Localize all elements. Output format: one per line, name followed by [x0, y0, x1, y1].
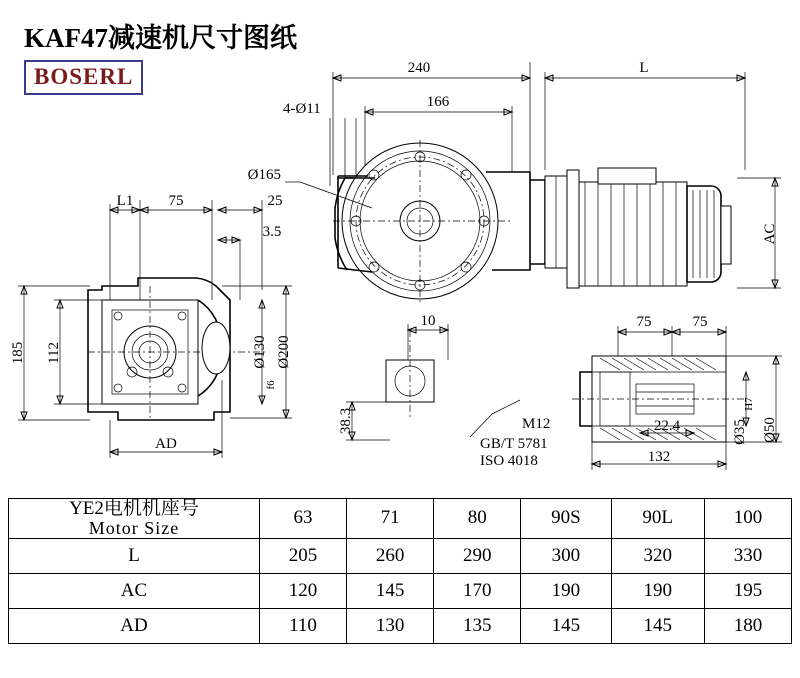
- table-header-row: [9, 499, 792, 539]
- dim-dia130: Ø130: [252, 335, 268, 369]
- table-row: [9, 538, 792, 573]
- dim-75-a: 75: [636, 314, 652, 330]
- cell-L-100: 330: [704, 538, 791, 573]
- dim-AD: AD: [155, 436, 177, 452]
- dim-dia130-tol: f6: [265, 380, 277, 390]
- cell-L-71: 260: [347, 538, 434, 573]
- dim-L-top: L: [639, 60, 649, 76]
- table-header-col-4: 90L: [611, 499, 704, 539]
- dim-75-left: 75: [168, 193, 184, 209]
- table-header-col-0: 63: [260, 499, 347, 539]
- page-title: KAF47减速机尺寸图纸: [24, 23, 297, 53]
- dim-25: 25: [267, 193, 283, 209]
- cell-AC-90L: 190: [611, 573, 704, 608]
- dim-166: 166: [426, 94, 450, 110]
- dim-dia200: Ø200: [276, 335, 292, 369]
- dim-3p5: 3.5: [262, 224, 282, 240]
- cell-AD-63: 110: [260, 608, 347, 643]
- dim-L1: L1: [116, 193, 134, 209]
- table-header-label: [9, 499, 260, 539]
- brand-logo: BOSERL: [24, 60, 143, 95]
- table-header-col-3: 90S: [521, 499, 611, 539]
- label-gb-standard: GB/T 5781: [480, 436, 548, 452]
- cell-L-90S: 300: [521, 538, 611, 573]
- header-line-en: Motor Size: [88, 517, 180, 538]
- header-line-cn: YE2电机机座号: [69, 498, 199, 519]
- dim-4xD11: 4-Ø11: [283, 101, 321, 117]
- detail-view-foot: [346, 324, 520, 440]
- dim-dia165: Ø165: [247, 167, 281, 183]
- cell-L-90L: 320: [611, 538, 704, 573]
- table-header-col-5: 100: [704, 499, 791, 539]
- dim-AC: AC: [762, 223, 778, 245]
- dim-dia35: Ø35: [732, 419, 748, 445]
- cell-AD-100: 180: [704, 608, 791, 643]
- cell-L-63: 205: [260, 538, 347, 573]
- row-label-AD: AD: [9, 608, 260, 643]
- row-label-L: L: [9, 538, 260, 573]
- table-header-col-1: 71: [347, 499, 434, 539]
- table-row: [9, 608, 792, 643]
- dim-132: 132: [647, 449, 671, 465]
- cell-AD-90S: 145: [521, 608, 611, 643]
- cell-AC-100: 195: [704, 573, 791, 608]
- dim-38p3: 38.3: [338, 407, 354, 435]
- dim-dia50: Ø50: [762, 417, 778, 443]
- cell-AC-63: 120: [260, 573, 347, 608]
- cell-AC-71: 145: [347, 573, 434, 608]
- cell-AC-80: 170: [434, 573, 521, 608]
- front-view-gearbox: [285, 62, 781, 305]
- dim-75-b: 75: [692, 314, 708, 330]
- cell-AD-71: 130: [347, 608, 434, 643]
- dim-10: 10: [420, 313, 436, 329]
- dim-dia35-tol: H7: [743, 397, 755, 411]
- table-header-col-2: 80: [434, 499, 521, 539]
- motor-size-table: [8, 498, 792, 644]
- cell-AD-90L: 145: [611, 608, 704, 643]
- dim-22p4: 22.4: [653, 418, 681, 434]
- dim-240: 240: [407, 60, 431, 76]
- side-view-gearbox: [18, 200, 292, 458]
- label-iso-standard: ISO 4018: [480, 453, 538, 469]
- cell-AD-80: 135: [434, 608, 521, 643]
- row-label-AC: AC: [9, 573, 260, 608]
- cell-AC-90S: 190: [521, 573, 611, 608]
- dim-112: 112: [46, 342, 62, 364]
- cell-L-80: 290: [434, 538, 521, 573]
- table-row: [9, 573, 792, 608]
- dim-185: 185: [10, 341, 26, 365]
- label-M12: M12: [522, 416, 551, 432]
